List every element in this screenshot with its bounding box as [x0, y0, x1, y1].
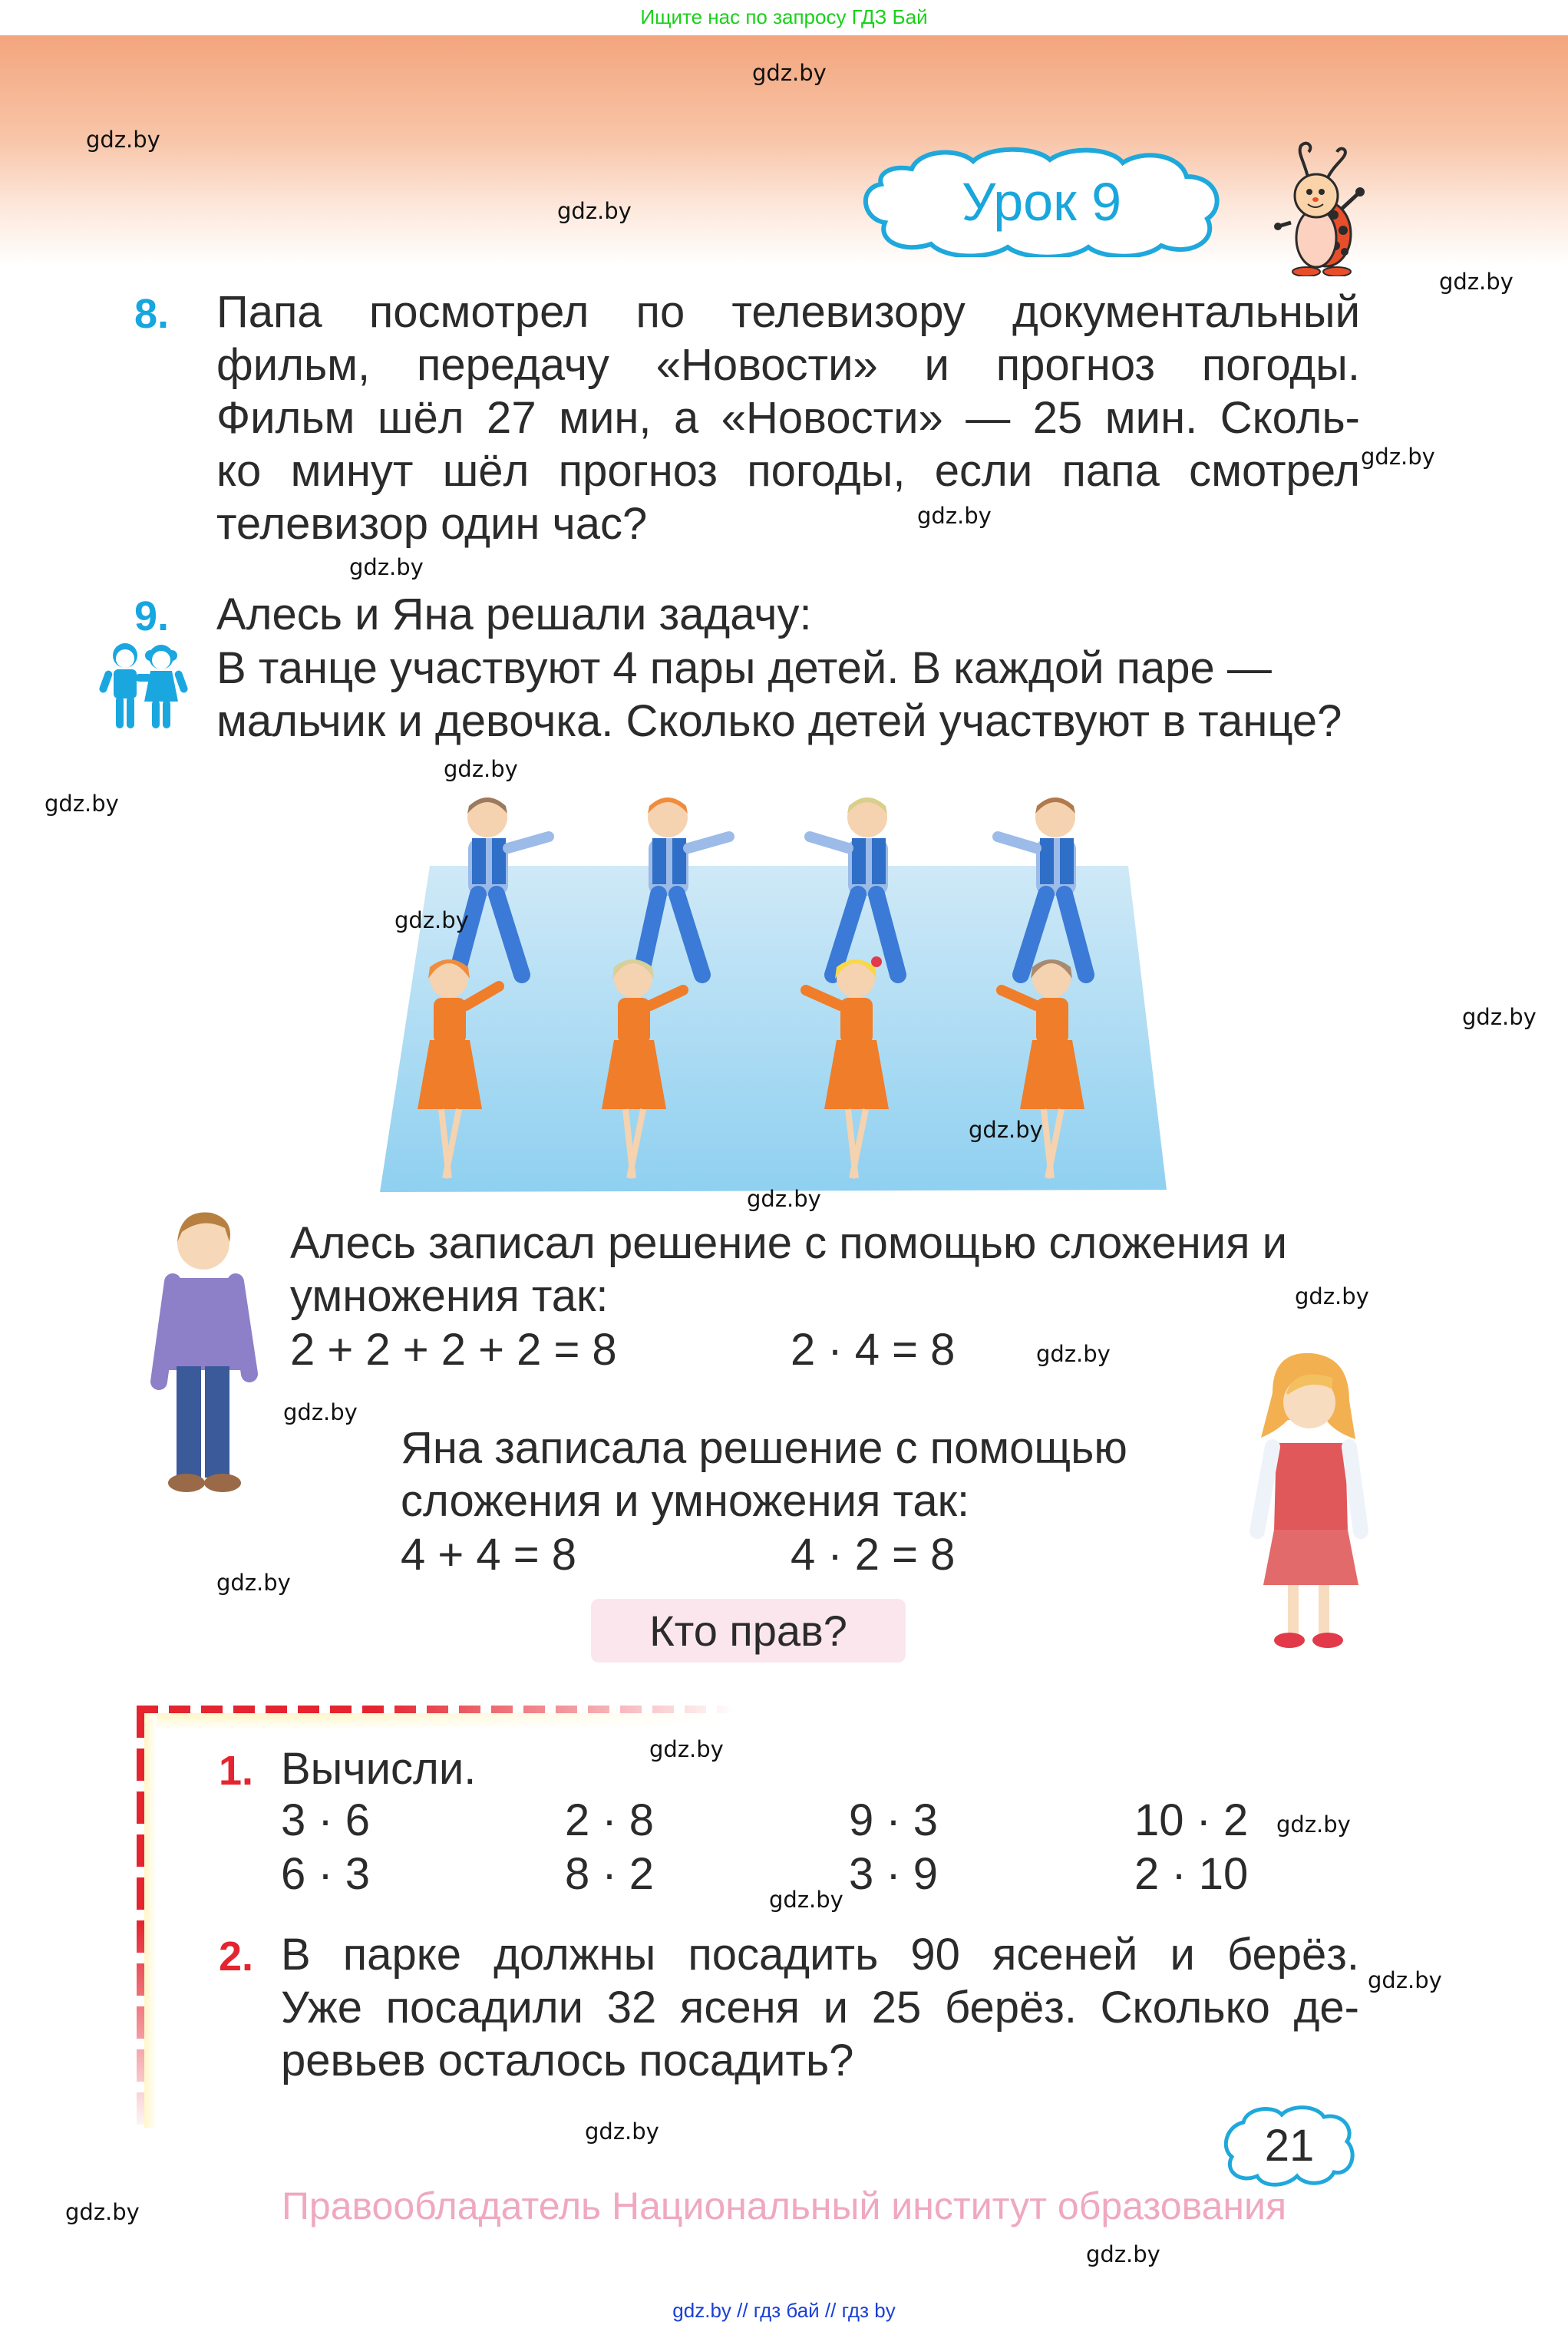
review-frame-dashed-left [137, 1706, 144, 2135]
review-task-2-text [281, 1928, 1359, 2087]
dance-floor-image [368, 775, 1205, 1197]
watermark: gdz.by [283, 1399, 358, 1425]
watermark: gdz.by [1462, 1004, 1537, 1030]
page-number: 21 [1264, 2120, 1315, 2171]
watermark: gdz.by [585, 2118, 659, 2145]
page-number-cloud [1220, 2103, 1358, 2188]
task-8-number: 8. [134, 291, 170, 337]
calc-cell: 3 · 9 [849, 1849, 939, 1899]
ladybug-icon [1274, 138, 1374, 276]
calc-cell: 9 · 3 [849, 1795, 939, 1845]
task-8-line: телевизор один час? [216, 499, 648, 549]
watermark: gdz.by [45, 791, 119, 817]
task-8-line: Папа посмотрел по телевизору документальный [216, 287, 1360, 337]
top-banner [0, 0, 1568, 35]
calc-cell: 8 · 2 [565, 1849, 655, 1899]
review-frame-dashed-top [137, 1706, 735, 1713]
watermark: gdz.by [1276, 1811, 1351, 1838]
review-task-2-number: 2. [219, 1933, 254, 1980]
girl-figure [1242, 1347, 1372, 1654]
ales-line: Алесь записал решение с помощью сложения и [290, 1218, 1288, 1268]
review-task-2-line: В парке должны посадить 90 ясеней и берёз. [281, 1930, 1359, 1980]
watermark: gdz.by [444, 756, 518, 782]
yana-line: Яна записала решение с помощью [401, 1423, 1127, 1473]
who-is-right-text: Кто прав? [649, 1607, 847, 1655]
watermark: gdz.by [969, 1117, 1043, 1143]
top-banner-text[interactable]: Ищите нас по запросу ГДЗ Бай [640, 5, 928, 28]
task-8-text [216, 286, 1360, 550]
task-8-line: Фильм шёл 27 мин, а «Новости» — 25 мин. Сколь- [216, 393, 1360, 443]
task-9-problem-line: В танце участвуют 4 пары детей. В каждой паре — [216, 643, 1272, 693]
dancing-children-illustration [368, 775, 1205, 1197]
footer-links[interactable]: gdz.by // гдз бай // гдз by [672, 2299, 896, 2322]
ales-solution-text [290, 1217, 1365, 1323]
watermark: gdz.by [1036, 1341, 1111, 1367]
watermark: gdz.by [394, 907, 469, 933]
yana-girl-illustration [1242, 1347, 1372, 1654]
copyright-notice: Правообладатель Национальный институт образования [281, 2184, 1287, 2227]
ales-multiplication: 2 · 4 = 8 [791, 1325, 956, 1375]
yana-addition: 4 + 4 = 8 [401, 1530, 576, 1580]
calc-cell: 10 · 2 [1134, 1795, 1249, 1845]
watermark: gdz.by [216, 1570, 291, 1596]
watermark: gdz.by [917, 503, 992, 529]
review-task-2-line: ревьев осталось посадить? [281, 2036, 854, 2085]
watermark: gdz.by [557, 198, 632, 224]
lesson-title: Урок 9 [961, 171, 1122, 232]
watermark: gdz.by [649, 1736, 724, 1762]
yana-solution-text [401, 1422, 1245, 1527]
task-9-problem [216, 642, 1360, 748]
calc-cell: 3 · 6 [281, 1795, 371, 1845]
watermark: gdz.by [1295, 1283, 1369, 1309]
lesson-title-cloud [858, 146, 1225, 257]
task-8-line: фильм, передачу «Новости» и прогноз погоды. [216, 340, 1360, 390]
boy-girl-icon [98, 639, 190, 731]
ales-boy-illustration [150, 1205, 265, 1497]
pair-work-icon [98, 639, 190, 731]
task-9-number: 9. [134, 593, 170, 639]
watermark: gdz.by [747, 1186, 821, 1212]
review-frame-glow-top [144, 1713, 728, 1730]
watermark: gdz.by [65, 2199, 140, 2225]
task-8-line: ко минут шёл прогноз погоды, если папа смотрел [216, 446, 1360, 496]
task-9-intro: Алесь и Яна решали задачу: [216, 589, 812, 639]
review-task-1-number: 1. [219, 1748, 254, 1794]
calc-cell: 2 · 10 [1134, 1849, 1249, 1899]
watermark: gdz.by [86, 127, 160, 153]
review-task-2-line: Уже посадили 32 ясеня и 25 берёз. Сколько де- [281, 1983, 1359, 2033]
calc-cell: 6 · 3 [281, 1849, 371, 1899]
watermark: gdz.by [349, 554, 424, 580]
watermark: gdz.by [1086, 2241, 1160, 2267]
watermark: gdz.by [1439, 269, 1514, 295]
review-frame-glow-left [144, 1713, 157, 2128]
review-task-1-title: Вычисли. [281, 1744, 477, 1794]
ladybug-mascot [1274, 138, 1374, 276]
watermark: gdz.by [752, 60, 827, 86]
boy-figure [150, 1205, 265, 1497]
ales-line: умножения так: [290, 1271, 609, 1321]
who-is-right-box [591, 1599, 906, 1663]
watermark: gdz.by [769, 1887, 843, 1913]
yana-line: сложения и умножения так: [401, 1476, 970, 1526]
watermark: gdz.by [1368, 1967, 1442, 1993]
ales-addition: 2 + 2 + 2 + 2 = 8 [290, 1325, 617, 1375]
yana-multiplication: 4 · 2 = 8 [791, 1530, 956, 1580]
watermark: gdz.by [1361, 444, 1435, 470]
task-9-problem-line: мальчик и девочка. Сколько детей участвуют в танце? [216, 696, 1342, 746]
calc-cell: 2 · 8 [565, 1795, 655, 1845]
